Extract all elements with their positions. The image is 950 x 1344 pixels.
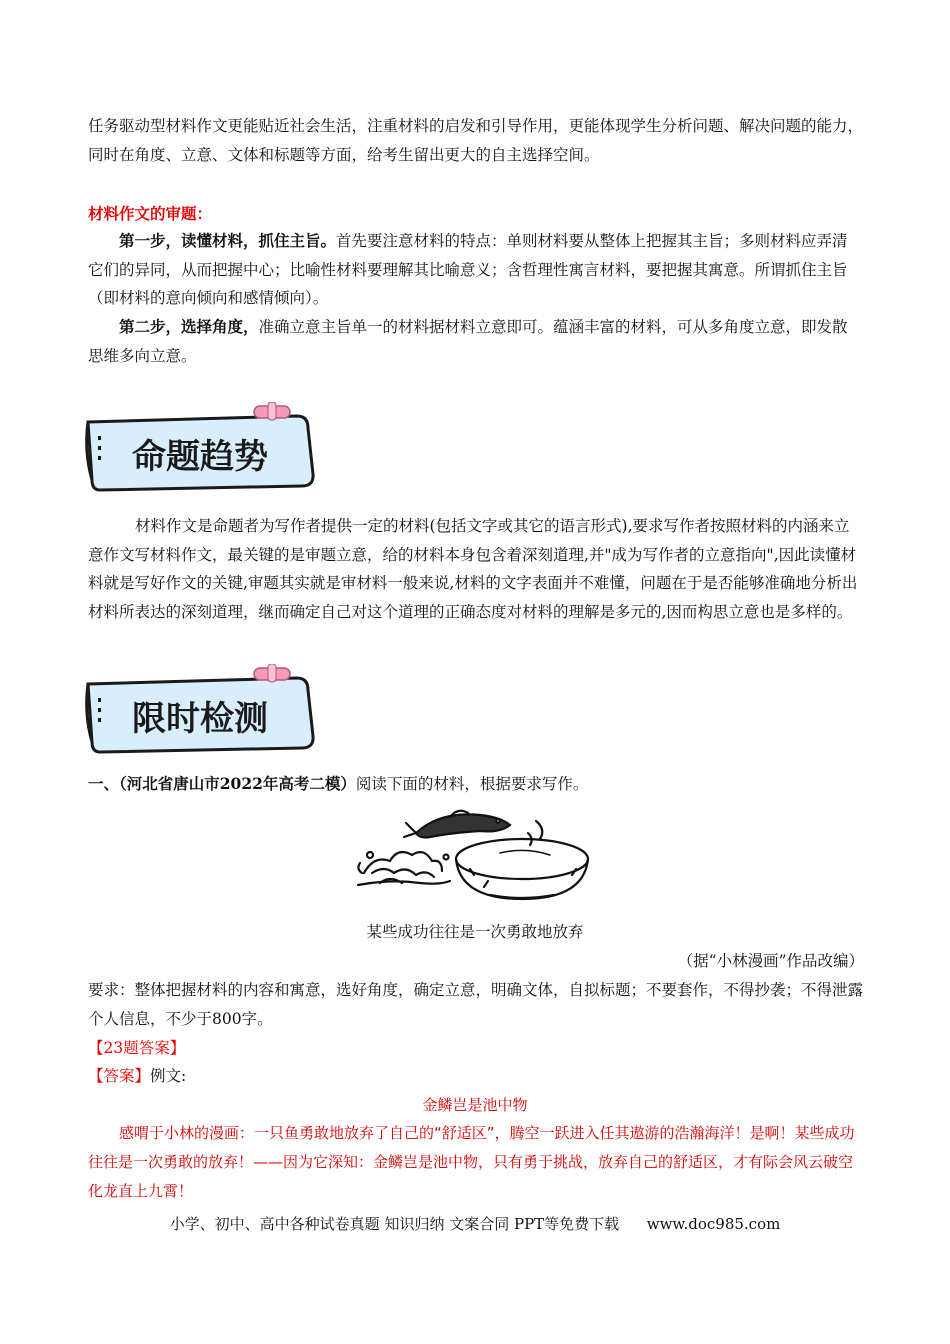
- requirement-text: 要求：整体把握材料的内容和寓意，选好角度，确定立意，明确文体，自拟标题；不要套作，不得抄袭；不得泄露个人信息，不少于800字。: [88, 981, 864, 1028]
- cartoon-caption: 某些成功往往是一次勇敢地放弃: [366, 923, 584, 941]
- step2-text: 准确立意主旨单一的材料据材料立意即可。蕴涵丰富的材料，可从多角度立意，即发散思维多向立意。: [88, 318, 848, 365]
- footer-url[interactable]: www.doc985.com: [646, 1215, 781, 1233]
- footer-text: 小学、初中、高中各种试卷真题 知识归纳 文案合同 PPT等免费下载: [169, 1215, 620, 1233]
- fish-cartoon-illustration: [350, 803, 595, 903]
- banner-trend: [82, 402, 322, 494]
- banner-trend-graphic: [82, 402, 322, 494]
- question-prompt: 阅读下面的材料，根据要求写作。: [355, 775, 589, 793]
- review-heading: 材料作文的审题：: [88, 204, 213, 223]
- trend-paragraph: 材料作文是命题者为写作者提供一定的材料(包括文字或其它的语言形式),要求写作者按照材料的内涵来立意作文写材料作文，最关键的是审题立意，给的材料本身包含着深刻道理,并"成为写作者的立意指向",因此读懂材料就是写好作文的关键,审题其实就是审材料一般来说,材料的文字表面并不难懂，问题在于是否能够准确地分析出材料所表达的深刻道理，继而确定自己对这个道理的正确态度对材料的理解是多元的,因而构思立意也是多样的。: [88, 517, 858, 621]
- question-source: （河北省唐山市2022年高考二模）: [119, 774, 356, 793]
- essay-title: 金鳞岂是池中物: [422, 1096, 528, 1114]
- essay-body: 感喟于小林的漫画：一只鱼勇敢地放弃了自己的“舒适区”，腾空一跃进入任其遨游的浩瀚海洋！是啊！某些成功往往是一次勇敢的放弃！——因为它深知：金鳞岂是池中物，只有勇于挑战，放弃自己的舒适区，才有际会风云破空化龙直上九霄！: [88, 1124, 855, 1200]
- example-label: 例文:: [150, 1067, 187, 1085]
- question-number: 一、: [88, 774, 120, 793]
- cartoon-source: （据“小林漫画”作品改编）: [677, 952, 864, 970]
- step1-label: 第一步，读懂材料，抓住主旨。: [119, 231, 337, 250]
- banner-test-graphic: [82, 664, 322, 756]
- step1-text: 首先要注意材料的特点：单则材料要从整体上把握其主旨；多则材料应弄清它们的异同，从而把握中心；比喻性材料要理解其比喻意义；含哲理性寓言材料，要把握其寓意。所谓抓住主旨（即材料的意向倾向和感情倾向）。: [88, 232, 848, 307]
- question-line: [88, 770, 863, 799]
- paperclip-icon: [254, 664, 290, 682]
- review-step1: [88, 227, 863, 313]
- intro-paragraph: 任务驱动型材料作文更能贴近社会生活，注重材料的启发和引导作用，更能体现学生分析问题、解决问题的能力，同时在角度、立意、文体和标题等方面，给考生留出更大的自主选择空间。: [88, 117, 864, 164]
- review-step2: [88, 313, 863, 370]
- banner-test: [82, 664, 322, 756]
- step2-label: 第二步，选择角度，: [119, 317, 259, 336]
- answer-tag-line: [88, 1062, 863, 1091]
- banner-test-title: 限时检测: [132, 699, 268, 739]
- answer-tag: 【答案】: [88, 1067, 151, 1085]
- answer-tag-23: 【23题答案】: [88, 1039, 186, 1057]
- paperclip-icon: [254, 402, 290, 420]
- banner-trend-title: 命题趋势: [132, 437, 268, 477]
- page-footer: [0, 1213, 950, 1234]
